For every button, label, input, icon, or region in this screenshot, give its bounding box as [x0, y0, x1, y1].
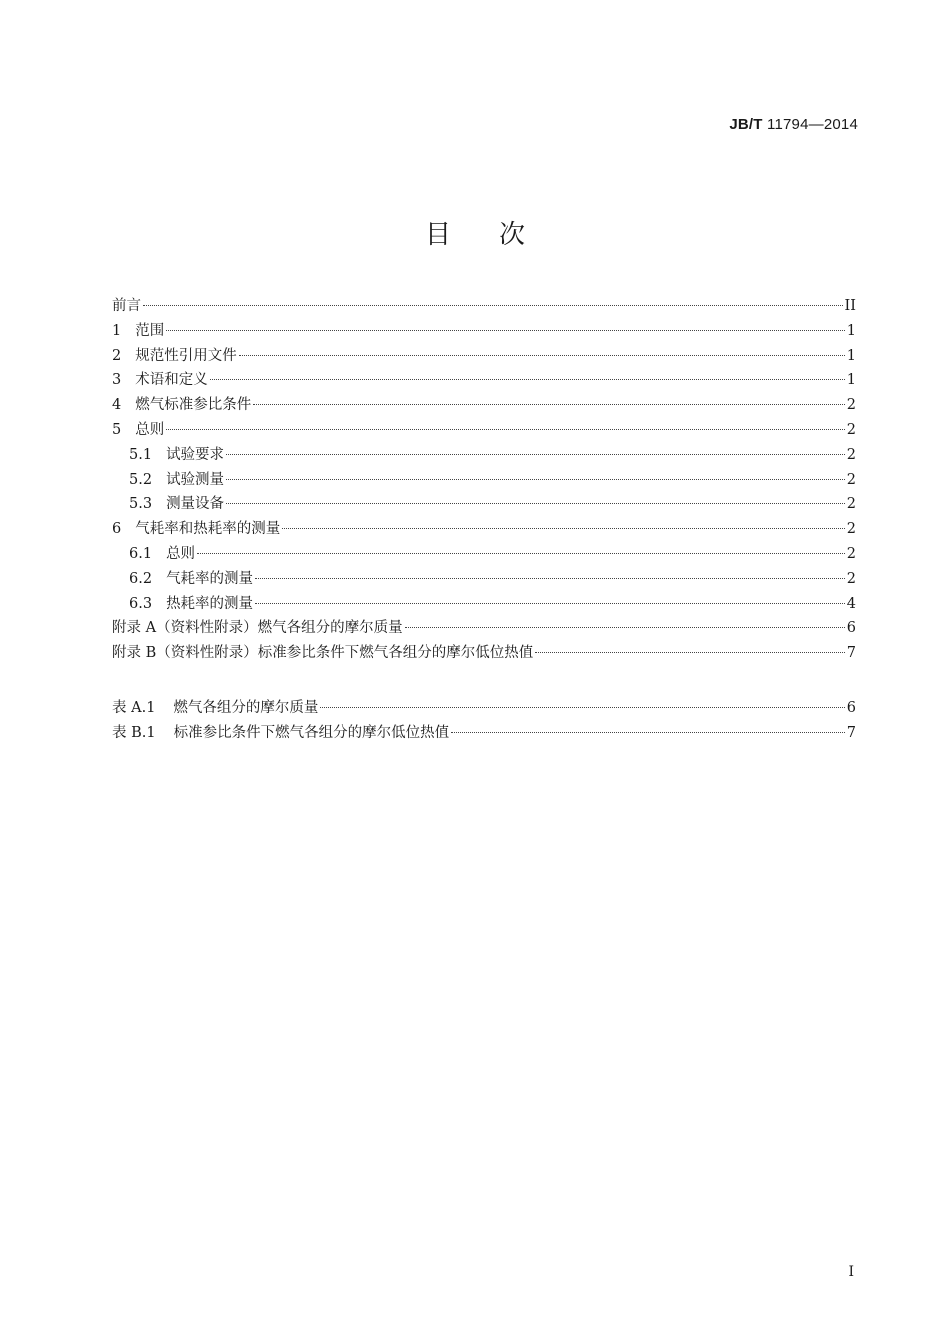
entry-label: 标准参比条件下燃气各组分的摩尔低位热值: [173, 724, 450, 741]
table-list-entry[interactable]: [112, 721, 856, 746]
entry-number: 5.2: [129, 471, 153, 488]
document-code-number: 11794—2014: [767, 116, 858, 133]
entry-label: 测量设备: [166, 496, 225, 513]
toc-entry[interactable]: [112, 592, 856, 617]
toc-entry[interactable]: [112, 492, 856, 517]
entry-label: 热耗率的测量: [166, 595, 254, 612]
dot-leader: [282, 528, 845, 529]
entry-number: 6.3: [129, 595, 153, 612]
entry-number: 表 A.1: [112, 700, 156, 716]
dot-leader: [226, 479, 845, 480]
entry-page-number: 1: [846, 322, 856, 339]
toc-entry[interactable]: [112, 616, 856, 641]
toc-entry[interactable]: [112, 641, 856, 666]
entry-page-number: II: [844, 298, 856, 314]
entry-label: 术语和定义: [135, 372, 208, 389]
toc-entry[interactable]: [112, 468, 856, 493]
document-code: [729, 116, 858, 133]
document-code-prefix: JB/T: [729, 116, 763, 133]
entry-page-number: 4: [846, 595, 856, 612]
entry-label: 规范性引用文件: [135, 347, 237, 364]
entry-label: 气耗率和热耗率的测量: [135, 521, 281, 538]
page-title: 目次: [424, 220, 573, 250]
dot-leader: [255, 578, 845, 579]
entry-page-number: 2: [846, 397, 856, 414]
entry-label: 前言: [112, 298, 141, 314]
entry-page-number: 2: [846, 421, 856, 438]
entry-page-number: 1: [846, 347, 856, 364]
entry-page-number: 2: [846, 446, 856, 463]
entry-number: 3: [112, 372, 122, 389]
toc-entry[interactable]: [112, 393, 856, 418]
entry-page-number: 2: [846, 496, 856, 513]
entry-label: 气耗率的测量: [166, 570, 254, 587]
dot-leader: [255, 603, 845, 604]
entry-page-number: 2: [846, 545, 856, 562]
entry-number: 5.3: [129, 496, 153, 513]
dot-leader: [253, 404, 845, 405]
entry-label: 燃气各组分的摩尔质量: [173, 700, 319, 716]
entry-number: 5.1: [129, 446, 153, 463]
entry-number: 6: [112, 521, 122, 538]
toc-entry[interactable]: [112, 368, 856, 393]
entry-label: 总则: [166, 545, 196, 562]
dot-leader: [197, 553, 845, 554]
dot-leader: [226, 503, 845, 504]
entry-page-number: 6: [846, 620, 856, 637]
dot-leader: [535, 652, 845, 653]
toc-entry[interactable]: [112, 517, 856, 542]
entry-label: 附录 A（资料性附录）燃气各组分的摩尔质量: [112, 620, 403, 637]
entry-number: 1: [112, 322, 122, 339]
entry-page-number: 6: [846, 700, 856, 716]
entry-label: 试验要求: [166, 446, 225, 463]
entry-page-number: 1: [846, 372, 856, 389]
toc-entry[interactable]: [112, 443, 856, 468]
entry-page-number: 2: [846, 570, 856, 587]
entry-number: 5: [112, 421, 122, 438]
dot-leader: [320, 707, 844, 708]
entry-page-number: 2: [846, 521, 856, 538]
entry-number: 2: [112, 347, 122, 364]
entry-number: 4: [112, 397, 122, 414]
entry-label: 总则: [135, 421, 165, 438]
table-of-contents: [112, 294, 856, 666]
toc-entry[interactable]: [112, 542, 856, 567]
entry-label: 范围: [135, 322, 165, 339]
dot-leader: [166, 330, 845, 331]
entry-label: 试验测量: [166, 471, 225, 488]
entry-label: 附录 B（资料性附录）标准参比条件下燃气各组分的摩尔低位热值: [112, 645, 534, 662]
dot-leader: [166, 429, 845, 430]
page-number: I: [848, 1264, 854, 1280]
toc-entry[interactable]: [112, 567, 856, 592]
toc-entry[interactable]: [112, 344, 856, 369]
toc-entry[interactable]: [112, 294, 856, 319]
toc-entry[interactable]: [112, 418, 856, 443]
entry-label: 燃气标准参比条件: [135, 397, 252, 414]
dot-leader: [143, 305, 843, 306]
dot-leader: [405, 627, 845, 628]
dot-leader: [210, 379, 845, 380]
toc-entry[interactable]: [112, 319, 856, 344]
entry-number: 6.1: [129, 545, 153, 562]
entry-page-number: 7: [846, 645, 856, 662]
entry-number: 表 B.1: [112, 724, 156, 741]
entry-number: 6.2: [129, 570, 153, 587]
dot-leader: [226, 454, 845, 455]
entry-page-number: 7: [846, 724, 856, 741]
table-list-entry[interactable]: [112, 696, 856, 721]
entry-page-number: 2: [846, 471, 856, 488]
dot-leader: [239, 355, 845, 356]
list-of-tables: [112, 696, 856, 746]
dot-leader: [451, 732, 845, 733]
